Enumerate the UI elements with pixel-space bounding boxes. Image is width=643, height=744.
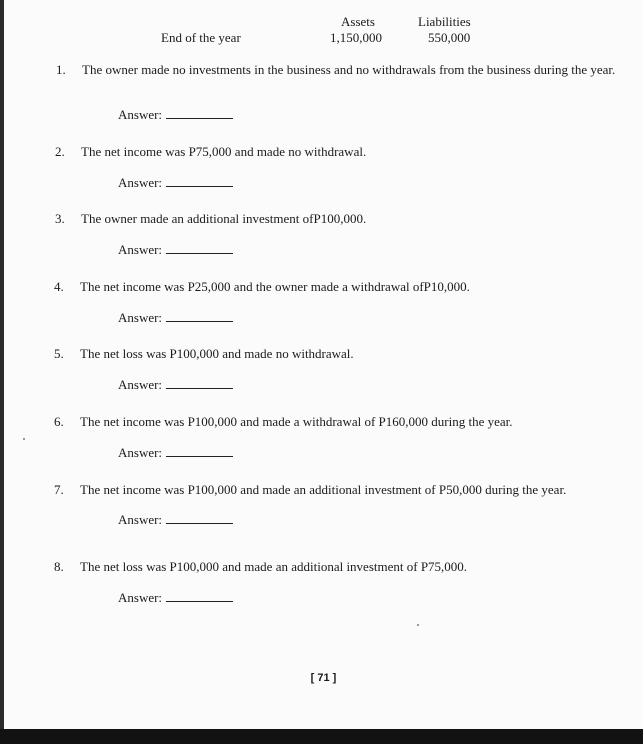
answer-label: Answer: xyxy=(118,590,163,605)
question-number: 7. xyxy=(54,482,64,497)
question-text: The net loss was P100,000 and made no withdrawal. xyxy=(80,346,354,361)
answer-5 xyxy=(118,377,233,393)
answer-blank[interactable] xyxy=(166,311,233,322)
answer-7 xyxy=(118,512,233,528)
answer-3 xyxy=(118,242,233,258)
question-text: The net income was P25,000 and the owner made a withdrawal ofP10,000. xyxy=(80,279,470,294)
question-number: 5. xyxy=(54,346,64,361)
liabilities-value: 550,000 xyxy=(428,30,471,45)
question-text: The net loss was P100,000 and made an additional investment of P75,000. xyxy=(80,559,468,574)
answer-6 xyxy=(118,445,233,461)
answer-blank[interactable] xyxy=(166,176,233,187)
page-number: [ 71 ] xyxy=(310,672,337,684)
question-text: The net income was P75,000 and made no withdrawal. xyxy=(81,144,367,159)
answer-label: Answer: xyxy=(118,310,163,325)
assets-value: 1,150,000 xyxy=(330,30,382,45)
question-number: 8. xyxy=(54,559,64,574)
answer-4 xyxy=(118,310,233,326)
question-number: 3. xyxy=(55,211,65,226)
answer-1 xyxy=(118,107,233,123)
answer-blank[interactable] xyxy=(166,446,233,457)
answer-blank[interactable] xyxy=(166,108,233,119)
question-text: The net income was P100,000 and made an additional investment of P50,000 during the year. xyxy=(80,482,567,497)
answer-blank[interactable] xyxy=(166,591,233,602)
document-page xyxy=(4,0,643,729)
answer-2 xyxy=(118,175,233,191)
answer-8 xyxy=(118,590,233,606)
answer-label: Answer: xyxy=(118,377,163,392)
question-text: The net income was P100,000 and made a withdrawal of P160,000 during the year. xyxy=(80,414,513,429)
liabilities-header: Liabilities xyxy=(418,14,471,29)
question-number: 1. xyxy=(56,62,66,77)
answer-label: Answer: xyxy=(118,175,163,190)
answer-blank[interactable] xyxy=(166,378,233,389)
question-number: 6. xyxy=(54,414,64,429)
assets-header: Assets xyxy=(341,14,375,29)
answer-blank[interactable] xyxy=(166,513,233,524)
question-number: 4. xyxy=(54,279,64,294)
answer-label: Answer: xyxy=(118,107,163,122)
question-text: The owner made an additional investment ofP100,000. xyxy=(81,211,367,226)
answer-label: Answer: xyxy=(118,445,163,460)
scan-speck xyxy=(23,438,25,440)
question-number: 2. xyxy=(55,144,65,159)
question-text: The owner made no investments in the business and no withdrawals from the business during the year. xyxy=(82,62,616,77)
answer-blank[interactable] xyxy=(166,243,233,254)
scan-speck xyxy=(417,624,419,626)
answer-label: Answer: xyxy=(118,242,163,257)
bottom-scan-edge xyxy=(0,729,643,744)
answer-label: Answer: xyxy=(118,512,163,527)
end-of-year-label: End of the year xyxy=(161,30,241,45)
